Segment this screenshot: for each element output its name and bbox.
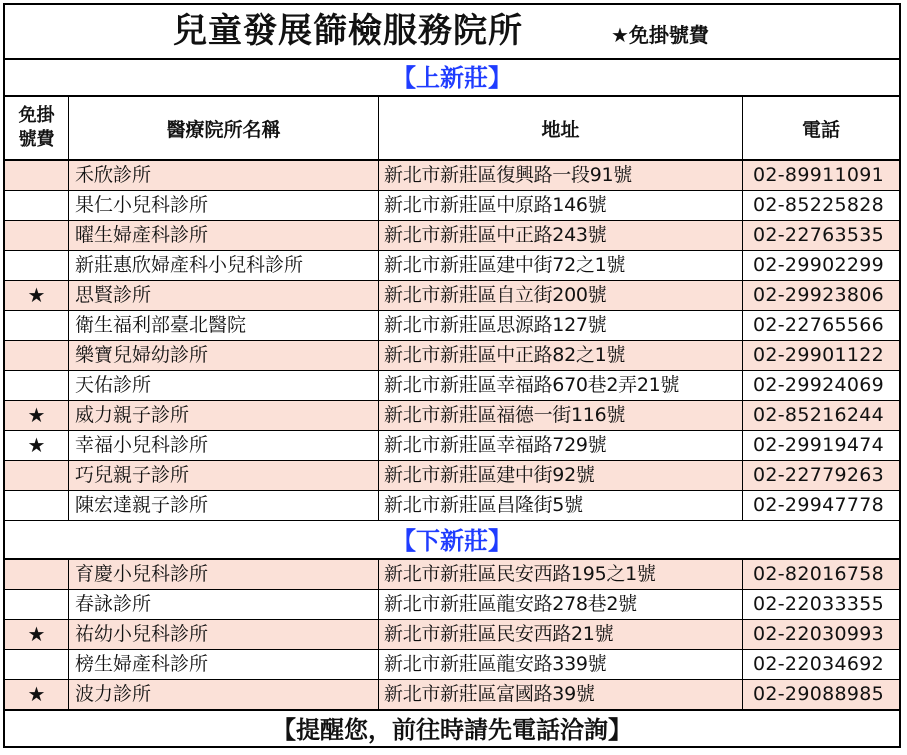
clinic-name: 陳宏達親子診所	[69, 491, 379, 520]
table-row	[5, 401, 899, 431]
free-fee-star: ★	[5, 680, 69, 709]
clinic-name: 巧兒親子診所	[69, 461, 379, 490]
free-fee-star	[5, 590, 69, 619]
table-row	[5, 680, 899, 710]
clinic-address: 新北市新莊區幸福路670巷2弄21號	[379, 371, 743, 400]
free-fee-star: ★	[5, 620, 69, 649]
table-row	[5, 221, 899, 251]
free-fee-star	[5, 311, 69, 340]
clinic-phone: 02-82016758	[743, 560, 899, 589]
clinic-name: 幸福小兒科診所	[69, 431, 379, 460]
clinic-phone: 02-22034692	[753, 653, 885, 675]
clinic-name: 榜生婦產科診所	[69, 650, 379, 679]
table-row	[5, 431, 899, 461]
free-fee-star	[5, 491, 69, 520]
free-fee-star: ★	[5, 431, 69, 460]
clinic-address: 新北市新莊區自立街200號	[379, 281, 743, 310]
clinic-address: 新北市新莊區民安西路21號	[379, 620, 743, 649]
clinic-name: 果仁小兒科診所	[69, 191, 379, 220]
table-row	[5, 650, 899, 680]
free-fee-star	[5, 461, 69, 490]
clinic-phone: 02-29902299	[753, 254, 885, 276]
clinic-address: 新北市新莊區中正路243號	[379, 221, 743, 250]
table-row	[5, 311, 899, 341]
clinic-name: 曜生婦產科診所	[69, 221, 379, 250]
header-free-fee-label: 免掛號費	[18, 105, 55, 150]
upper-clinic-rows	[5, 161, 899, 521]
clinic-address: 新北市新莊區中原路146號	[379, 191, 743, 220]
table-row	[5, 560, 899, 590]
table-row	[5, 191, 899, 221]
table-row	[5, 341, 899, 371]
clinic-phone: 02-22779263	[743, 461, 899, 490]
header-phone: 電話	[801, 118, 840, 141]
table-row	[5, 161, 899, 191]
table-row	[5, 251, 899, 281]
clinic-phone: 02-22033355	[753, 593, 885, 615]
clinic-address: 新北市新莊區復興路一段91號	[379, 161, 743, 190]
free-fee-star	[5, 191, 69, 220]
clinic-name: 衛生福利部臺北醫院	[69, 311, 379, 340]
free-fee-star	[5, 341, 69, 370]
region-heading-lower: 【下新莊】	[5, 520, 899, 560]
clinic-name: 思賢診所	[69, 281, 379, 310]
reminder-footer: 【提醒您，前往時請先電話洽詢】	[5, 710, 899, 748]
table-row	[5, 371, 899, 401]
page-title: 兒童發展篩檢服務院所	[173, 11, 523, 51]
clinic-address: 新北市新莊區福德一街116號	[379, 401, 743, 430]
clinic-phone: 02-22030993	[743, 620, 899, 649]
free-fee-star	[5, 251, 69, 280]
clinic-name: 新莊惠欣婦產科小兒科診所	[69, 251, 379, 280]
free-fee-star	[5, 221, 69, 250]
clinic-address: 新北市新莊區中正路82之1號	[379, 341, 743, 370]
free-fee-star	[5, 161, 69, 190]
clinic-address: 新北市新莊區建中街72之1號	[379, 251, 743, 280]
clinic-phone: 02-29919474	[753, 434, 885, 456]
lower-clinic-rows	[5, 560, 899, 710]
table-row	[5, 590, 899, 620]
table-row	[5, 461, 899, 491]
clinic-address: 新北市新莊區幸福路729號	[379, 431, 743, 460]
clinic-address: 新北市新莊區富國路39號	[379, 680, 743, 709]
clinic-address: 新北市新莊區思源路127號	[379, 311, 743, 340]
clinic-phone: 02-89911091	[743, 161, 899, 190]
table-row	[5, 491, 899, 521]
table-row	[5, 620, 899, 650]
clinic-phone: 02-85225828	[753, 194, 885, 216]
free-fee-star: ★	[5, 281, 69, 310]
clinic-phone: 02-22763535	[743, 221, 899, 250]
free-fee-star	[5, 650, 69, 679]
clinic-address: 新北市新莊區民安西路195之1號	[379, 560, 743, 589]
table-header	[5, 97, 899, 161]
clinic-phone: 02-29901122	[743, 341, 899, 370]
free-fee-note: ★免掛號費	[611, 23, 709, 47]
clinic-name: 禾欣診所	[69, 161, 379, 190]
header-clinic-name: 醫療院所名稱	[69, 97, 379, 159]
free-fee-star	[5, 371, 69, 400]
clinic-address: 新北市新莊區昌隆街5號	[379, 491, 743, 520]
title-row	[5, 5, 899, 60]
clinic-phone: 02-29088985	[743, 680, 899, 709]
clinic-phone: 02-29923806	[743, 281, 899, 310]
header-free-fee	[5, 97, 69, 159]
clinic-phone: 02-22765566	[753, 314, 885, 336]
clinic-name: 祐幼小兒科診所	[69, 620, 379, 649]
clinic-name: 威力親子診所	[69, 401, 379, 430]
clinic-list-sheet	[3, 3, 901, 748]
clinic-name: 樂寶兒婦幼診所	[69, 341, 379, 370]
clinic-phone: 02-29947778	[753, 494, 885, 516]
free-fee-star: ★	[5, 401, 69, 430]
clinic-name: 育慶小兒科診所	[69, 560, 379, 589]
clinic-address: 新北市新莊區建中街92號	[379, 461, 743, 490]
header-address: 地址	[379, 97, 743, 159]
clinic-address: 新北市新莊區龍安路339號	[379, 650, 743, 679]
clinic-phone: 02-85216244	[743, 401, 899, 430]
clinic-address: 新北市新莊區龍安路278巷2號	[379, 590, 743, 619]
free-fee-star	[5, 560, 69, 589]
clinic-name: 天佑診所	[69, 371, 379, 400]
clinic-name: 波力診所	[69, 680, 379, 709]
clinic-phone: 02-29924069	[753, 374, 885, 396]
clinic-name: 春詠診所	[69, 590, 379, 619]
region-heading-upper: 【上新莊】	[5, 60, 899, 97]
table-row	[5, 281, 899, 311]
